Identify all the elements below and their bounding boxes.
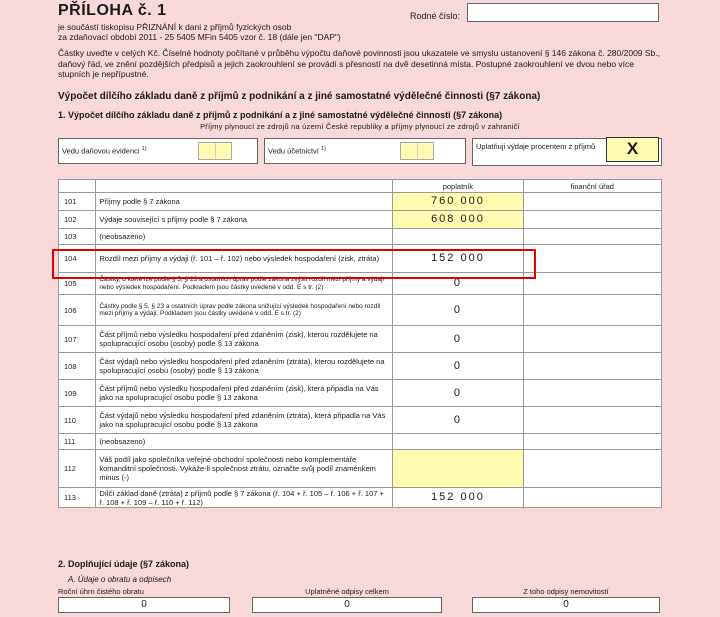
row-value-poplatnik[interactable]: 760 000 [393, 193, 523, 211]
row-number: 113 [59, 488, 96, 508]
table-row [59, 407, 662, 434]
row-description: Výdaje související s příjmy podle § 7 zákona [96, 211, 393, 229]
table-row [59, 211, 662, 229]
row-value-financni-urad [523, 488, 661, 508]
table-row [59, 450, 662, 488]
row-value-financni-urad [523, 326, 661, 353]
row-value-poplatnik[interactable] [393, 450, 523, 488]
row-value-financni-urad [523, 229, 661, 245]
row-value-poplatnik[interactable] [393, 434, 523, 450]
footnote-marker: 1) [141, 146, 147, 152]
row-number: 107 [59, 326, 96, 353]
row-number: 105 [59, 273, 96, 295]
table-row [59, 326, 662, 353]
row-description: Část výdajů nebo výsledku hospodaření před zdaněním (ztráta), která připadla na Vás jako na spolupracující osobu podle § 13 zákona [96, 407, 393, 434]
rodne-cislo-label: Rodné číslo: [410, 11, 461, 21]
column-header-financni-urad: finanční úřad [523, 180, 661, 193]
odpisy-nemovitosti-label: Z toho odpisy nemovitostí [523, 587, 609, 596]
row-value-poplatnik[interactable]: 0 [393, 295, 523, 326]
row-description: (neobsazeno) [96, 434, 393, 450]
row-value-financni-urad [523, 450, 661, 488]
section-heading: Výpočet dílčího základu daně z příjmů z podnikání a z jiné samostatné výdělečné činnosti (§7 zákona) [58, 91, 541, 102]
column-header-poplatnik: poplatník [393, 180, 523, 193]
row-value-poplatnik[interactable]: 0 [393, 407, 523, 434]
row-number: 103 [59, 229, 96, 245]
row-number: 109 [59, 380, 96, 407]
row-description: Částky podle § 5, § 23 a ostatních úprav podle zákona snižující výsledek hospodaření nebo rozdíl mezi příjmy a výdaji. Podkladem jsou částky uvedené v odd. E s tr. (2) [96, 295, 393, 326]
row-value-financni-urad [523, 211, 661, 229]
odpisy-celkem-field[interactable]: 0 [252, 597, 442, 613]
row-value-poplatnik[interactable]: 0 [393, 326, 523, 353]
row-value-financni-urad [523, 295, 661, 326]
row-description: Část výdajů nebo výsledku hospodaření před zdaněním (ztráta), kterou rozdělujete na spolupracující osobu (osoby) podle § 13 zákona [96, 353, 393, 380]
row-value-financni-urad [523, 434, 661, 450]
calculation-table [58, 179, 662, 508]
row-value-poplatnik[interactable]: 608 000 [393, 211, 523, 229]
vydaje-procentem-checkbox[interactable]: X [606, 137, 659, 162]
row-value-financni-urad [523, 380, 661, 407]
table-row [59, 295, 662, 326]
table-row [59, 193, 662, 211]
option-danova-evidence-label: Vedu daňovou evidenci [62, 146, 140, 156]
option-ucetnictvi-label: Vedu účetnictví [268, 146, 319, 156]
table-row [59, 353, 662, 380]
row-description: Váš podíl jako společníka veřejné obchodní společnosti nebo komplementáře komanditní společnosti. Vykáže-li společnost ztrátu, označte svůj podíl znaménkem minus (-) [96, 450, 393, 488]
row-value-financni-urad [523, 193, 661, 211]
section-subheading: 1. Výpočet dílčího základu daně z příjmů z podnikání a z jiné samostatné výdělečné činnosti (§7 zákona) [58, 110, 503, 120]
row-number: 111 [59, 434, 96, 450]
odpisy-celkem-label: Uplatněné odpisy celkem [305, 587, 389, 596]
obrat-label: Roční úhrn čistého obratu [58, 587, 144, 596]
row-number: 102 [59, 211, 96, 229]
ucetnictvi-checkbox[interactable] [400, 142, 434, 160]
row-description: Dílčí základ daně (ztráta) z příjmů podle § 7 zákona (ř. 104 + ř. 105 – ř. 106 + ř. 107 + ř. 108 + ř. 109 – ř. 110 + ř. 112) [96, 488, 393, 508]
row-value-financni-urad [523, 245, 661, 273]
row-number: 108 [59, 353, 96, 380]
rodne-cislo-field[interactable] [467, 3, 659, 22]
row-description: Část příjmů nebo výsledku hospodaření před zdaněním (zisk), kterou rozdělujete na spolupracující osobu (osoby) podle § 13 zákona [96, 326, 393, 353]
row-number: 104 [59, 245, 96, 273]
table-row [59, 380, 662, 407]
form-subtitle-1: je součástí tiskopisu PŘIZNÁNÍ k dani z příjmů fyzických osob [58, 22, 292, 32]
row-value-poplatnik[interactable]: 152 000 [393, 488, 523, 508]
footnote-marker: 1) [320, 146, 326, 152]
row-number: 112 [59, 450, 96, 488]
row-value-poplatnik[interactable]: 0 [393, 353, 523, 380]
row-value-poplatnik[interactable]: 152 000 [393, 245, 523, 273]
form-title: PŘÍLOHA č. 1 [58, 2, 167, 19]
odpisy-nemovitosti-field[interactable]: 0 [472, 597, 660, 613]
row-value-financni-urad [523, 353, 661, 380]
danova-evidence-checkbox[interactable] [198, 142, 232, 160]
section-note: Příjmy plynoucí ze zdrojů na území České republiky a příjmy plynoucí ze zdrojů v zahraničí [200, 122, 520, 131]
row-number: 110 [59, 407, 96, 434]
table-row [59, 488, 662, 508]
form-subtitle-2: za zdaňovací období 2011 - 25 5405 MFin 5405 vzor č. 18 (dále jen "DAP") [58, 32, 341, 42]
row-description: Částky, o které lze podle § 5, § 23 a ostatních úprav podle zákona zvýšit rozdíl mezi příjmy a výdaji nebo výsledek hospodaření. Podkladem jsou částky uvedené v odd. E s tr. (2) [96, 273, 393, 295]
row-value-poplatnik[interactable]: 0 [393, 273, 523, 295]
row-value-financni-urad [523, 273, 661, 295]
row-number: 106 [59, 295, 96, 326]
row-number: 101 [59, 193, 96, 211]
row-104-highlight [52, 249, 536, 279]
row-description: Část příjmů nebo výsledku hospodaření před zdaněním (zisk), která připadla na Vás jako na spolupracující osobu podle § 13 zákona [96, 380, 393, 407]
table-row [59, 434, 662, 450]
row-value-poplatnik[interactable]: 0 [393, 380, 523, 407]
row-description: Příjmy podle § 7 zákona [96, 193, 393, 211]
table-row [59, 229, 662, 245]
row-description: (neobsazeno) [96, 229, 393, 245]
row-description: Rozdíl mezi příjmy a výdaji (ř. 101 – ř. 102) nebo výsledek hospodaření (zisk, ztráta) [96, 245, 393, 273]
obrat-field[interactable]: 0 [58, 597, 230, 613]
table-header-row [59, 180, 662, 193]
section2-heading: 2. Doplňující údaje (§7 zákona) [58, 559, 190, 569]
row-value-poplatnik[interactable] [393, 229, 523, 245]
option-ucetnictvi [264, 138, 466, 164]
option-vydaje-procentem-label: Uplatňuji výdaje procentem z příjmů [476, 142, 596, 151]
intro-text: Částky uveďte v celých Kč. Číselné hodnoty počítané v průběhu výpočtu daňové povinnosti jsou ukazatele ve smyslu ustanovení § 146 zákona č. 280/2009 Sb., daňový řád, ve znění pozdějších předpisů a jejich zaokrouhlení se provádí s přesností na dvě desetinná místa. Postupné zaokrouhlení ve dvou nebo více stupních je nepřípustné. [58, 48, 661, 79]
section2-subheading: A. Údaje o obratu a odpisech [68, 575, 172, 584]
row-value-financni-urad [523, 407, 661, 434]
